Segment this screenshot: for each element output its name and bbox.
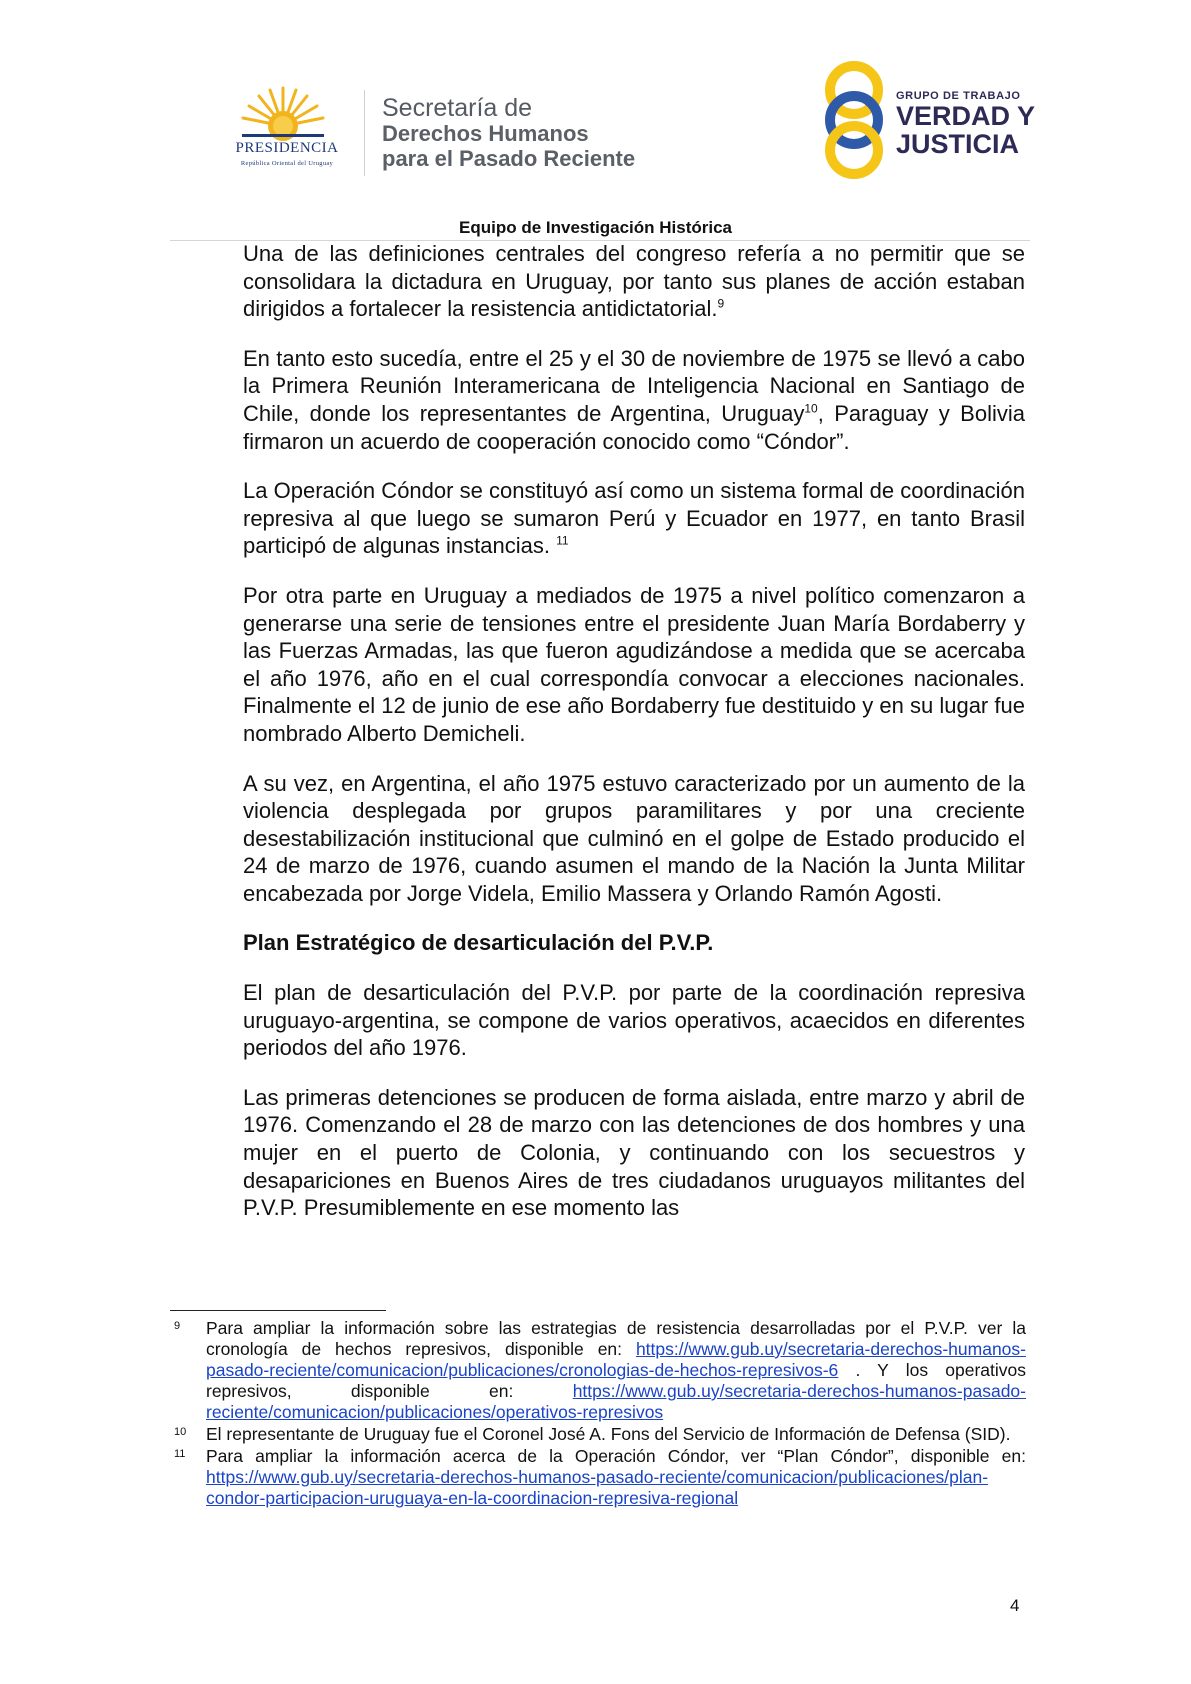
paragraph-2-text-b: , Paraguay y Bolivia firmaron un acuerdo de cooperación conocido como “Cóndor”. [243, 400, 1025, 454]
footnote-number: 9 [174, 1320, 181, 1332]
footnote-ref-10[interactable]: 10 [804, 401, 818, 416]
footnotes [170, 1318, 1026, 1510]
main-content [243, 240, 1025, 1244]
gtvj-line-2: VERDAD Y [896, 101, 1036, 131]
page-number: 4 [1010, 1596, 1020, 1615]
footnote-link[interactable]: https://www.gub.uy/secretaria-derechos-humanos-pasado-reciente/comunicacion/publicaciones/plan-condor-participacion-uruguaya-en-la-coordinacion-represiva-regional [206, 1467, 989, 1508]
footnote-number: 10 [174, 1426, 187, 1438]
paragraph-7: Las primeras detenciones se producen de forma aislada, entre marzo y abril de 1976. Comenzando el 28 de marzo con las detenciones de dos hombres y una mujer en el puerto de Colonia, y continuando con los secuestros y desapariciones en Buenos Aires de tres ciudadanos uruguayos militantes del P.V.P. Presumiblemente en ese momento las [243, 1084, 1025, 1221]
footnote-separator [170, 1310, 386, 1311]
paragraph-6: El plan de desarticulación del P.V.P. por parte de la coordinación represiva uruguayo-argentina, se compone de varios operativos, acaecidos en diferentes periodos del año 1976. [243, 980, 1025, 1061]
paragraph-4: Por otra parte en Uruguay a mediados de 1975 a nivel político comenzaron a generarse una serie de tensiones entre el presidente Juan María Bordaberry y las Fuerzas Armadas, las que fueron agudizándose a medida que se acercaba el año 1976, año en el cual correspondía convocar a elecciones nacionales. Finalmente el 12 de junio de ese año Bordaberry fue destituido y en su lugar fue nombrado Alberto Demicheli. [243, 582, 1025, 746]
verdad-justicia-text [896, 90, 1035, 158]
footnote-9 [170, 1318, 1026, 1423]
footnote-text: El representante de Uruguay fue el Coronel José A. Fons del Servicio de Información de Defensa (SID). [206, 1424, 1011, 1444]
presidencia-name: PRESIDENCIA [235, 140, 339, 156]
gtvj-line-1: GRUPO DE TRABAJO [896, 90, 1021, 102]
footnote-text: Para ampliar la información sobre las estrategias de resistencia desarrolladas por el P.V.P. ver la cronología de hechos represivos, disponible en: [206, 1318, 1026, 1359]
page-header [0, 0, 1191, 240]
paragraph-1-text: Una de las definiciones centrales del congreso refería a no permitir que se consolidara la dictadura en Uruguay, por tanto sus planes de acción estaban dirigidos a fortalecer la resistencia antidictatorial. [243, 241, 1025, 322]
footnote-text: . Y los operativos represivos, disponible en: [206, 1360, 1026, 1401]
footnote-ref-9[interactable]: 9 [717, 296, 725, 311]
paragraph-2 [243, 345, 1025, 455]
footnote-link[interactable]: https://www.gub.uy/secretaria-derechos-humanos-pasado-reciente/comunicacion/publicaciones/operativos-represivos [206, 1381, 1026, 1422]
team-title: Equipo de Investigación Histórica [459, 218, 732, 237]
logo-divider [364, 90, 365, 176]
presidencia-subtitle: República Oriental del Uruguay [240, 160, 334, 167]
secretaria-logo-text [382, 96, 635, 171]
paragraph-2-text-a: En tanto esto sucedía, entre el 25 y el 30 de noviembre de 1975 se llevó a cabo la Primera Reunión Interamericana de Inteligencia Nacional en Santiago de Chile, donde los representantes de Argentina, Uruguay [243, 345, 1025, 426]
footnote-text: Para ampliar la información acerca de la Operación Cóndor, ver “Plan Cóndor”, disponible en: [206, 1446, 1026, 1466]
presidencia-logo [210, 86, 360, 172]
footnote-10 [170, 1424, 1026, 1445]
secretaria-line-1: Secretaría de [382, 94, 533, 122]
paragraph-5: A su vez, en Argentina, el año 1975 estuvo caracterizado por un aumento de la violencia desplegada por grupos paramilitares y por una creciente desestabilización institucional que culminó en el golpe de Estado producido el 24 de marzo de 1976, cuando asumen el mando de la Nación la Junta Militar encabezada por Jorge Videla, Emilio Massera y Orlando Ramón Agosti. [243, 770, 1025, 906]
gtvj-line-3: JUSTICIA [896, 129, 1020, 159]
footnote-link[interactable]: https://www.gub.uy/secretaria-derechos-humanos-pasado-reciente/comunicacion/publicaciones/cronologias-de-hechos-represivos-6 [206, 1339, 1026, 1380]
paragraph-1 [243, 240, 1025, 323]
paragraph-3-text: La Operación Cóndor se constituyó así como un sistema formal de coordinación represiva al que luego se sumaron Perú y Ecuador en 1977, en tanto Brasil participó de algunas instancias. [243, 478, 1025, 559]
footnote-11 [170, 1446, 1026, 1509]
section-heading: Plan Estratégico de desarticulación del P.V.P. [243, 930, 714, 956]
footnote-ref-11[interactable]: 11 [556, 534, 569, 549]
secretaria-line-2: Derechos Humanos [382, 121, 589, 146]
secretaria-line-3: para el Pasado Reciente [382, 146, 636, 171]
footnote-number: 11 [174, 1448, 186, 1460]
sun-emblem-icon [240, 86, 326, 146]
paragraph-3 [243, 477, 1025, 560]
